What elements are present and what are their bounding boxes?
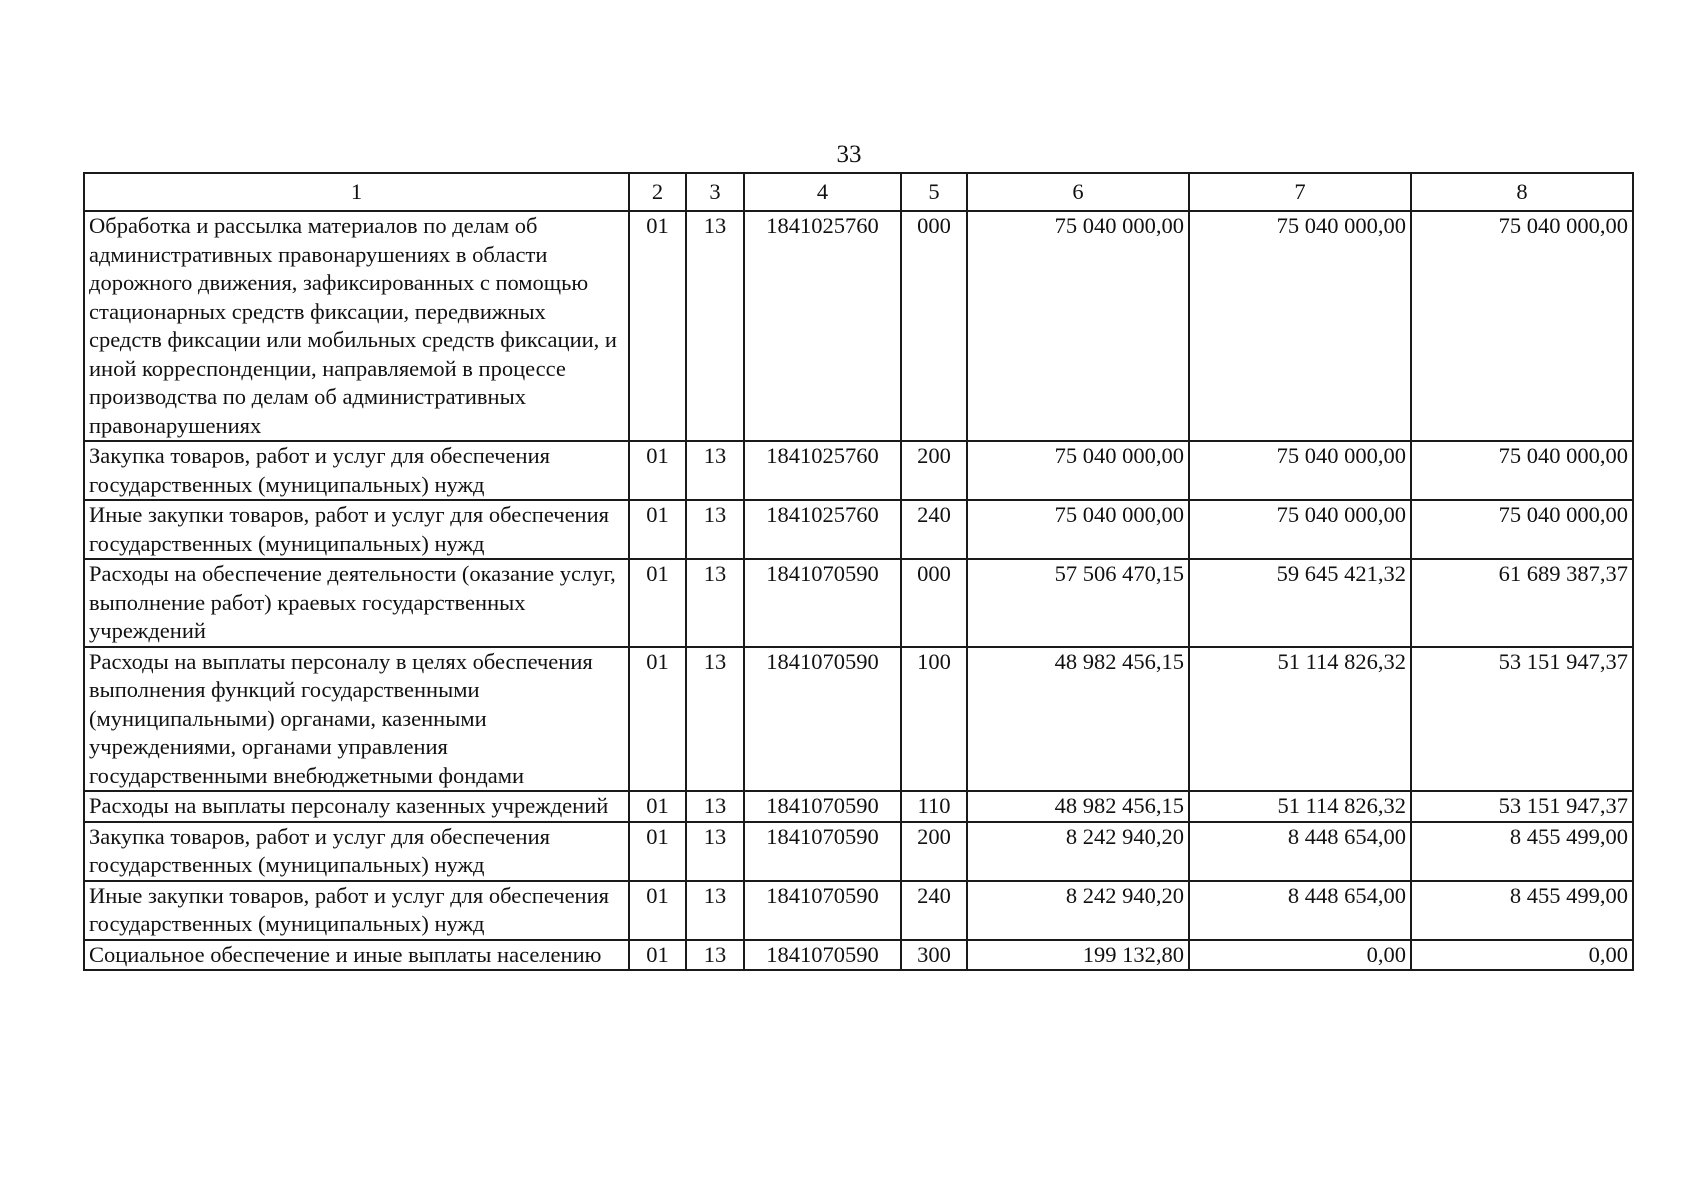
row-section-code: 01 <box>629 500 686 559</box>
row-target-code: 1841025760 <box>744 211 901 441</box>
table-row <box>84 881 1633 940</box>
row-subsection-code: 13 <box>686 791 744 822</box>
row-subsection-code: 13 <box>686 500 744 559</box>
header-cell-4: 4 <box>744 173 901 211</box>
row-name: Иные закупки товаров, работ и услуг для обеспечения государственных (муниципальных) нужд <box>84 881 629 940</box>
row-name: Расходы на выплаты персоналу в целях обеспечения выполнения функций государственными (муниципальными) органами, казенными учреждениями, органами управления государственными внебюджетными фондами <box>84 647 629 792</box>
header-cell-7: 7 <box>1189 173 1411 211</box>
row-section-code: 01 <box>629 441 686 500</box>
row-amount-col7: 75 040 000,00 <box>1189 500 1411 559</box>
table-row <box>84 647 1633 792</box>
header-cell-2: 2 <box>629 173 686 211</box>
row-amount-col6: 8 242 940,20 <box>967 822 1189 881</box>
row-amount-col6: 8 242 940,20 <box>967 881 1189 940</box>
row-amount-col6: 48 982 456,15 <box>967 647 1189 792</box>
row-name: Расходы на выплаты персоналу казенных учреждений <box>84 791 629 822</box>
page-number: 33 <box>836 141 862 168</box>
table-row <box>84 441 1633 500</box>
row-amount-col6: 199 132,80 <box>967 940 1189 971</box>
row-subsection-code: 13 <box>686 441 744 500</box>
row-amount-col6: 75 040 000,00 <box>967 441 1189 500</box>
row-section-code: 01 <box>629 881 686 940</box>
row-subsection-code: 13 <box>686 211 744 441</box>
header-cell-1: 1 <box>84 173 629 211</box>
row-amount-col8: 61 689 387,37 <box>1411 559 1633 647</box>
row-expense-type-code: 200 <box>901 822 967 881</box>
row-amount-col8: 75 040 000,00 <box>1411 211 1633 441</box>
row-target-code: 1841025760 <box>744 441 901 500</box>
row-section-code: 01 <box>629 559 686 647</box>
row-name: Закупка товаров, работ и услуг для обеспечения государственных (муниципальных) нужд <box>84 822 629 881</box>
row-expense-type-code: 300 <box>901 940 967 971</box>
row-subsection-code: 13 <box>686 647 744 792</box>
row-amount-col8: 8 455 499,00 <box>1411 822 1633 881</box>
table-row <box>84 791 1633 822</box>
row-amount-col7: 75 040 000,00 <box>1189 211 1411 441</box>
row-subsection-code: 13 <box>686 940 744 971</box>
table-row <box>84 211 1633 441</box>
row-amount-col8: 53 151 947,37 <box>1411 791 1633 822</box>
row-target-code: 1841070590 <box>744 881 901 940</box>
row-subsection-code: 13 <box>686 822 744 881</box>
row-amount-col8: 75 040 000,00 <box>1411 500 1633 559</box>
header-cell-8: 8 <box>1411 173 1633 211</box>
row-expense-type-code: 000 <box>901 559 967 647</box>
row-amount-col6: 57 506 470,15 <box>967 559 1189 647</box>
row-amount-col8: 53 151 947,37 <box>1411 647 1633 792</box>
row-expense-type-code: 100 <box>901 647 967 792</box>
budget-table <box>83 172 1634 971</box>
row-expense-type-code: 000 <box>901 211 967 441</box>
row-amount-col7: 0,00 <box>1189 940 1411 971</box>
row-expense-type-code: 240 <box>901 500 967 559</box>
row-section-code: 01 <box>629 940 686 971</box>
row-target-code: 1841070590 <box>744 791 901 822</box>
row-amount-col7: 51 114 826,32 <box>1189 647 1411 792</box>
row-target-code: 1841070590 <box>744 822 901 881</box>
row-amount-col7: 8 448 654,00 <box>1189 881 1411 940</box>
row-amount-col7: 59 645 421,32 <box>1189 559 1411 647</box>
row-name: Иные закупки товаров, работ и услуг для обеспечения государственных (муниципальных) нужд <box>84 500 629 559</box>
row-amount-col6: 75 040 000,00 <box>967 500 1189 559</box>
row-amount-col7: 51 114 826,32 <box>1189 791 1411 822</box>
row-amount-col8: 8 455 499,00 <box>1411 881 1633 940</box>
row-target-code: 1841070590 <box>744 647 901 792</box>
row-amount-col6: 75 040 000,00 <box>967 211 1189 441</box>
row-section-code: 01 <box>629 822 686 881</box>
row-section-code: 01 <box>629 647 686 792</box>
row-name: Обработка и рассылка материалов по делам об административных правонарушениях в области дорожного движения, зафиксированных с помощью стационарных средств фиксации, передвижных средств фиксации или мобильных средств фиксации, и иной корреспонденции, направляемой в процессе производства по делам об административных правонарушениях <box>84 211 629 441</box>
row-name: Социальное обеспечение и иные выплаты населению <box>84 940 629 971</box>
row-section-code: 01 <box>629 211 686 441</box>
row-amount-col8: 75 040 000,00 <box>1411 441 1633 500</box>
row-target-code: 1841070590 <box>744 940 901 971</box>
row-subsection-code: 13 <box>686 881 744 940</box>
row-expense-type-code: 110 <box>901 791 967 822</box>
table-row <box>84 559 1633 647</box>
row-expense-type-code: 200 <box>901 441 967 500</box>
row-section-code: 01 <box>629 791 686 822</box>
table-row <box>84 500 1633 559</box>
row-target-code: 1841025760 <box>744 500 901 559</box>
header-cell-3: 3 <box>686 173 744 211</box>
row-amount-col8: 0,00 <box>1411 940 1633 971</box>
header-cell-5: 5 <box>901 173 967 211</box>
header-row <box>84 173 1633 211</box>
row-expense-type-code: 240 <box>901 881 967 940</box>
row-amount-col7: 8 448 654,00 <box>1189 822 1411 881</box>
row-amount-col7: 75 040 000,00 <box>1189 441 1411 500</box>
header-cell-6: 6 <box>967 173 1189 211</box>
row-target-code: 1841070590 <box>744 559 901 647</box>
row-subsection-code: 13 <box>686 559 744 647</box>
table-row <box>84 822 1633 881</box>
row-name: Закупка товаров, работ и услуг для обеспечения государственных (муниципальных) нужд <box>84 441 629 500</box>
row-name: Расходы на обеспечение деятельности (оказание услуг, выполнение работ) краевых государственных учреждений <box>84 559 629 647</box>
table-row <box>84 940 1633 971</box>
row-amount-col6: 48 982 456,15 <box>967 791 1189 822</box>
